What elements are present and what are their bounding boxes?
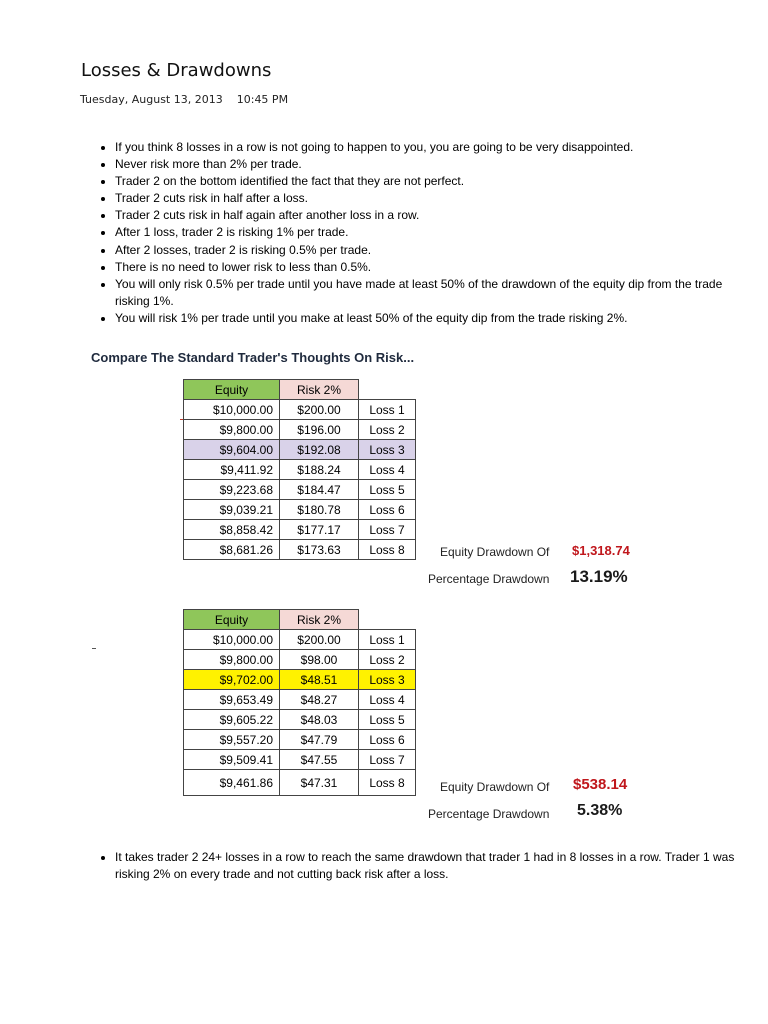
side-mark bbox=[92, 648, 96, 649]
risk-header: Risk 2% bbox=[280, 380, 359, 400]
table-row bbox=[184, 650, 416, 670]
equity-cell: $8,858.42 bbox=[184, 520, 280, 540]
risk-cell: $192.08 bbox=[280, 440, 359, 460]
page-datetime bbox=[80, 93, 288, 106]
loss-cell: Loss 2 bbox=[359, 650, 416, 670]
bullet-item: • It takes trader 2 24+ losses in a row to reach the same drawdown that trader 1 had in 8 losses in a row. Trader 1 was risking 2% on every trade and not cutting back risk after a loss. bbox=[115, 849, 755, 883]
section-heading: Compare The Standard Trader's Thoughts On Risk... bbox=[91, 350, 415, 365]
bullet-item: • Never risk more than 2% per trade. bbox=[115, 156, 755, 173]
risk-cell: $180.78 bbox=[280, 500, 359, 520]
risk-cell: $188.24 bbox=[280, 460, 359, 480]
table-row bbox=[184, 690, 416, 710]
risk-cell: $98.00 bbox=[280, 650, 359, 670]
bullet-item: • Trader 2 cuts risk in half again after another loss in a row. bbox=[115, 207, 755, 224]
bullet-item: • You will only risk 0.5% per trade until you have made at least 50% of the drawdown of the equity dip from the trade risking 1%. bbox=[115, 276, 755, 310]
equity-cell: $9,605.22 bbox=[184, 710, 280, 730]
percentage-drawdown-value: 13.19% bbox=[570, 567, 628, 586]
bullet-item: • If you think 8 losses in a row is not going to happen to you, you are going to be very disappointed. bbox=[115, 139, 755, 156]
loss-cell: Loss 6 bbox=[359, 500, 416, 520]
table-row bbox=[184, 730, 416, 750]
risk-cell: $47.55 bbox=[280, 750, 359, 770]
table-row bbox=[184, 400, 416, 420]
table-row bbox=[184, 440, 416, 460]
risk-cell: $177.17 bbox=[280, 520, 359, 540]
table-row bbox=[184, 500, 416, 520]
equity-cell: $9,411.92 bbox=[184, 460, 280, 480]
table-row bbox=[184, 750, 416, 770]
bottom-bullet-list bbox=[97, 849, 755, 883]
bullet-item: • After 1 loss, trader 2 is risking 1% per trade. bbox=[115, 224, 755, 241]
loss-cell: Loss 6 bbox=[359, 730, 416, 750]
page-date: Tuesday, August 13, 2013 bbox=[80, 93, 223, 106]
equity-cell: $9,604.00 bbox=[184, 440, 280, 460]
empty-header bbox=[359, 380, 416, 400]
equity-cell: $9,702.00 bbox=[184, 670, 280, 690]
risk-cell: $48.27 bbox=[280, 690, 359, 710]
table-row bbox=[184, 540, 416, 560]
equity-drawdown-value: $538.14 bbox=[573, 776, 628, 793]
risk-table-trader2 bbox=[183, 609, 416, 796]
equity-cell: $9,223.68 bbox=[184, 480, 280, 500]
bullet-item: • There is no need to lower risk to less than 0.5%. bbox=[115, 259, 755, 276]
bullet-item: • After 2 losses, trader 2 is risking 0.5% per trade. bbox=[115, 242, 755, 259]
risk-cell: $196.00 bbox=[280, 420, 359, 440]
risk-cell: $47.31 bbox=[280, 770, 359, 796]
equity-cell: $10,000.00 bbox=[184, 630, 280, 650]
equity-cell: $9,039.21 bbox=[184, 500, 280, 520]
equity-cell: $10,000.00 bbox=[184, 400, 280, 420]
loss-cell: Loss 5 bbox=[359, 480, 416, 500]
risk-cell: $173.63 bbox=[280, 540, 359, 560]
risk-cell: $200.00 bbox=[280, 400, 359, 420]
loss-cell: Loss 8 bbox=[359, 770, 416, 796]
equity-cell: $9,800.00 bbox=[184, 420, 280, 440]
page-time: 10:45 PM bbox=[236, 93, 289, 106]
equity-drawdown-label: Equity Drawdown Of bbox=[440, 545, 550, 559]
loss-cell: Loss 4 bbox=[359, 690, 416, 710]
table-row bbox=[184, 670, 416, 690]
percentage-drawdown-label: Percentage Drawdown bbox=[428, 572, 550, 586]
table-row bbox=[184, 710, 416, 730]
percentage-drawdown-label: Percentage Drawdown bbox=[428, 807, 550, 821]
risk-cell: $200.00 bbox=[280, 630, 359, 650]
loss-cell: Loss 1 bbox=[359, 630, 416, 650]
bullet-list bbox=[97, 139, 755, 327]
equity-cell: $9,653.49 bbox=[184, 690, 280, 710]
empty-header bbox=[359, 610, 416, 630]
percentage-drawdown-value: 5.38% bbox=[577, 802, 623, 819]
equity-drawdown-value: $1,318.74 bbox=[572, 543, 630, 558]
equity-header: Equity bbox=[184, 380, 280, 400]
page-title: Losses & Drawdowns bbox=[81, 60, 272, 81]
risk-cell: $48.03 bbox=[280, 710, 359, 730]
equity-cell: $9,509.41 bbox=[184, 750, 280, 770]
equity-drawdown-label: Equity Drawdown Of bbox=[440, 780, 550, 794]
loss-cell: Loss 2 bbox=[359, 420, 416, 440]
table-row bbox=[184, 420, 416, 440]
loss-cell: Loss 4 bbox=[359, 460, 416, 480]
equity-cell: $9,557.20 bbox=[184, 730, 280, 750]
risk-header: Risk 2% bbox=[280, 610, 359, 630]
equity-cell: $9,800.00 bbox=[184, 650, 280, 670]
loss-cell: Loss 3 bbox=[359, 670, 416, 690]
bullet-item: • Trader 2 cuts risk in half after a loss. bbox=[115, 190, 755, 207]
bullet-item: • Trader 2 on the bottom identified the fact that they are not perfect. bbox=[115, 173, 755, 190]
table-row bbox=[184, 480, 416, 500]
bullet-item: • You will risk 1% per trade until you make at least 50% of the equity dip from the trade risking 2%. bbox=[115, 310, 755, 327]
table-row bbox=[184, 460, 416, 480]
table-row bbox=[184, 520, 416, 540]
equity-cell: $8,681.26 bbox=[184, 540, 280, 560]
loss-cell: Loss 3 bbox=[359, 440, 416, 460]
risk-cell: $184.47 bbox=[280, 480, 359, 500]
loss-cell: Loss 7 bbox=[359, 520, 416, 540]
loss-cell: Loss 5 bbox=[359, 710, 416, 730]
table-row bbox=[184, 630, 416, 650]
equity-header: Equity bbox=[184, 610, 280, 630]
loss-cell: Loss 1 bbox=[359, 400, 416, 420]
risk-table-standard bbox=[183, 379, 416, 560]
risk-cell: $47.79 bbox=[280, 730, 359, 750]
loss-cell: Loss 7 bbox=[359, 750, 416, 770]
table-row bbox=[184, 770, 416, 796]
loss-cell: Loss 8 bbox=[359, 540, 416, 560]
table-header-row bbox=[184, 380, 416, 400]
equity-cell: $9,461.86 bbox=[184, 770, 280, 796]
risk-cell: $48.51 bbox=[280, 670, 359, 690]
table-header-row bbox=[184, 610, 416, 630]
